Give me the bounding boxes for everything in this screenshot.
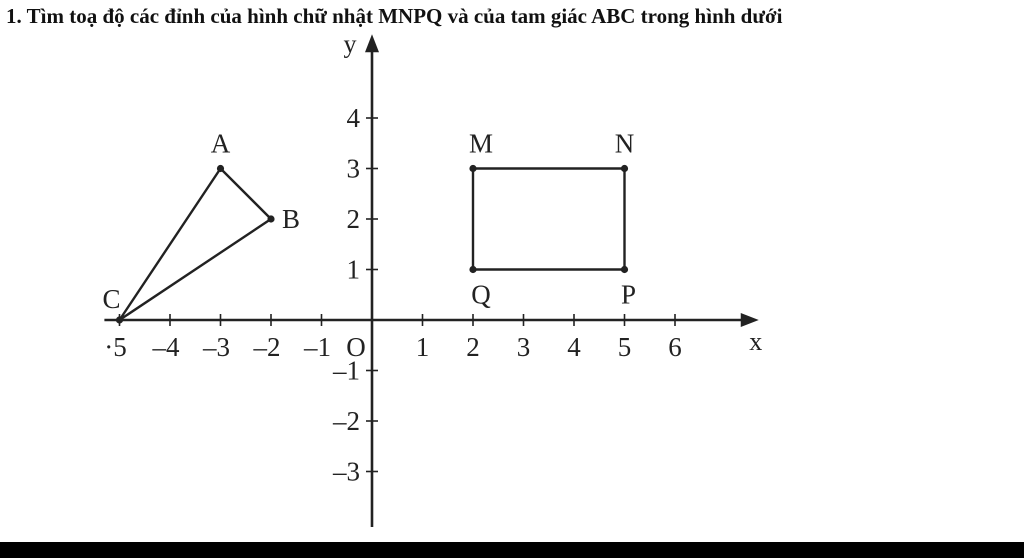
point-p <box>621 266 628 273</box>
point-label-p: P <box>620 279 637 310</box>
x-axis-label: x <box>749 327 763 356</box>
y-tick-label: 4 <box>346 103 360 133</box>
x-tick-label: –4 <box>152 332 180 362</box>
rectangle-mnpq <box>473 169 625 270</box>
point-q <box>469 266 476 273</box>
x-tick-label: 1 <box>415 332 430 362</box>
x-tick-label: 4 <box>567 332 581 362</box>
y-axis-label: y <box>343 29 357 59</box>
question-text: 1. Tìm toạ độ các đỉnh của hình chữ nhật MNPQ và của tam giác ABC trong hình dưới <box>6 4 783 28</box>
point-b <box>267 215 274 222</box>
y-tick-label: –1 <box>333 355 360 386</box>
x-tick-label: –3 <box>203 332 230 362</box>
x-axis-arrow <box>741 313 759 327</box>
x-tick-label: 2 <box>466 332 480 362</box>
origin-label: O <box>346 332 366 362</box>
x-tick-label: 3 <box>516 332 531 362</box>
y-tick-label: –2 <box>333 406 360 436</box>
x-tick-label: 6 <box>668 332 682 362</box>
point-label-c: C <box>102 284 121 314</box>
y-tick-label: 2 <box>346 204 360 234</box>
point-label-a: A <box>210 128 231 159</box>
y-tick-label: 1 <box>346 254 360 285</box>
x-tick-label: 5 <box>617 332 632 362</box>
y-tick-label: –3 <box>333 456 360 487</box>
y-tick-label: 3 <box>346 153 360 184</box>
point-a <box>217 165 224 172</box>
x-tick-label: –2 <box>253 332 281 362</box>
bottom-bar <box>0 542 1024 558</box>
point-label-q: Q <box>471 279 491 310</box>
triangle-abc <box>120 169 272 321</box>
point-label-b: B <box>281 204 301 234</box>
point-c <box>116 316 123 323</box>
x-tick-label: ·5 <box>104 332 127 362</box>
point-label-n: N <box>614 128 635 159</box>
y-axis-arrow <box>365 34 379 52</box>
point-n <box>621 165 628 172</box>
point-m <box>469 165 476 172</box>
point-label-m: M <box>468 128 494 159</box>
x-tick-label: –1 <box>304 332 331 362</box>
